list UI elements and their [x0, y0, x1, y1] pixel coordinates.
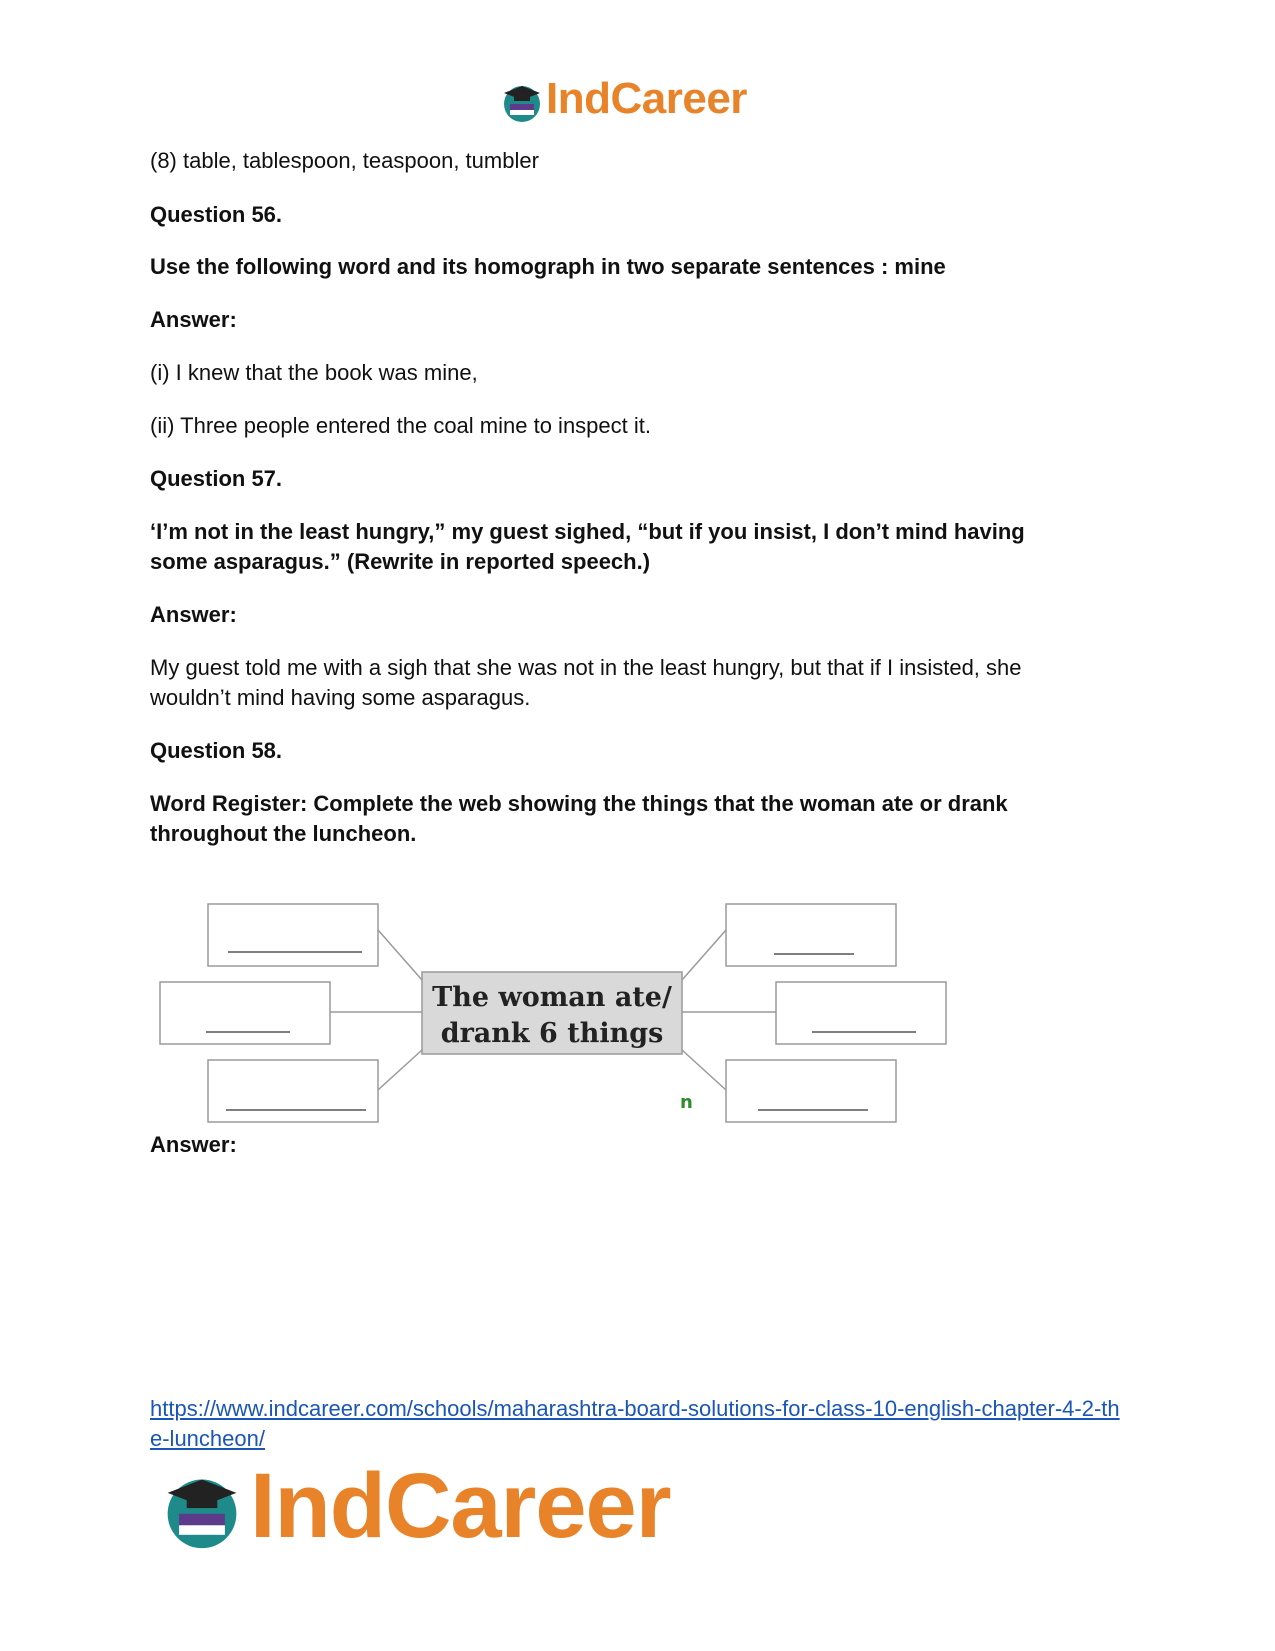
question-56-answer-1: (i) I knew that the book was mine, [150, 360, 478, 385]
center-box [422, 972, 682, 1054]
source-link[interactable]: https://www.indcareer.com/schools/maharashtra-board-solutions-for-class-10-english-chapter-4-2-the-luncheon/ [150, 1396, 1120, 1451]
logo-text: IndCareer [546, 74, 747, 123]
footer-logo [160, 1455, 700, 1560]
question-56-answer-label: Answer: [150, 307, 237, 332]
question-58-answer-label: Answer: [150, 1132, 237, 1157]
question-57-answer: My guest told me with a sigh that she was not in the least hungry, but that if I insisted, she wouldn’t mind having some asparagus. [150, 655, 1022, 710]
question-57-text: ‘I’m not in the least hungry,” my guest sighed, “but if you insist, I don’t mind having some asparagus.” (Rewrite in reported speech.) [150, 519, 1025, 574]
question-56-text: Use the following word and its homograph in two separate sentences : mine [150, 254, 946, 279]
question-57-label: Question 57. [150, 466, 283, 491]
question-56-answer-2: (ii) Three people entered the coal mine to inspect it. [150, 413, 651, 438]
logo-text: IndCareer [250, 1455, 671, 1557]
word-web-diagram [150, 900, 970, 1140]
answer-box-left-top [208, 904, 378, 966]
stray-mark: n [680, 1092, 693, 1113]
previous-answer-line: (8) table, tablespoon, teaspoon, tumbler [150, 148, 539, 173]
answer-box-left-bottom [208, 1060, 378, 1122]
question-58-text: Word Register: Complete the web showing the things that the woman ate or drank throughout the luncheon. [150, 791, 1008, 846]
question-58-label: Question 58. [150, 738, 283, 763]
graduation-cap-book-icon [160, 1468, 244, 1552]
question-57-answer-label: Answer: [150, 602, 237, 627]
answer-box-left-middle [160, 982, 330, 1044]
center-line-1: The woman ate/ [432, 982, 672, 1013]
graduation-cap-book-icon [500, 80, 544, 124]
answer-box-right-top [726, 904, 896, 966]
header-logo [500, 74, 780, 128]
answer-box-right-middle [776, 982, 946, 1044]
question-56-label: Question 56. [150, 202, 283, 227]
answer-box-right-bottom [726, 1060, 896, 1122]
center-line-2: drank 6 things [440, 1018, 664, 1049]
